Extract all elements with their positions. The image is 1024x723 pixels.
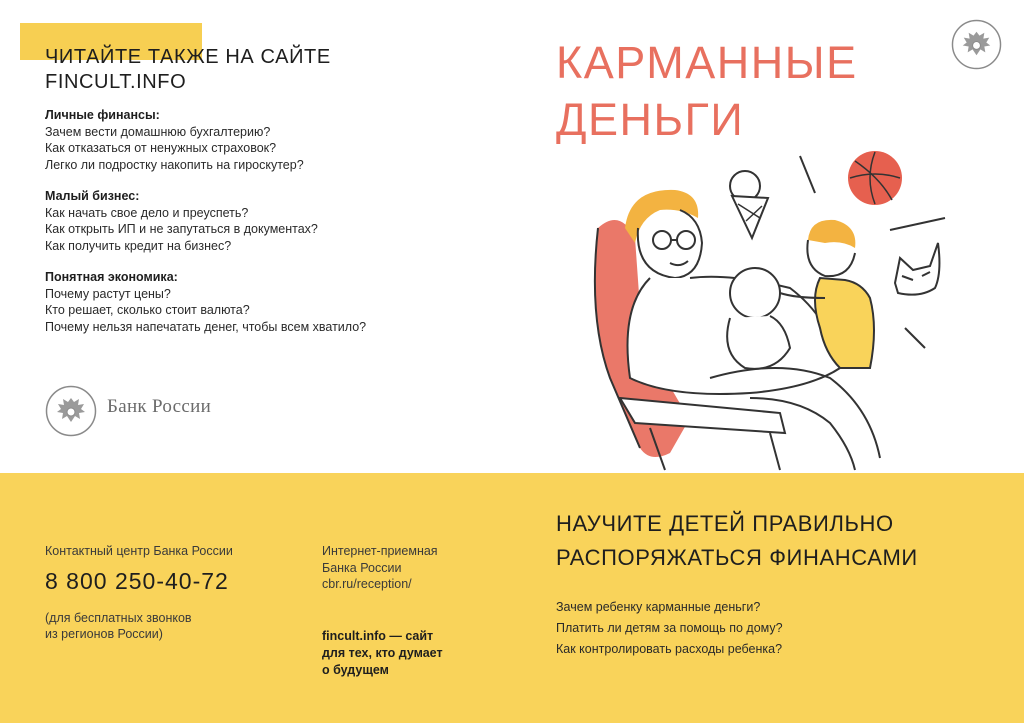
topic-item: Как отказаться от ненужных страховок? [45, 141, 277, 155]
topic-item: Зачем вести домашнюю бухгалтерию? [45, 124, 271, 139]
topic-item: Как получить кредит на бизнес? [45, 238, 232, 253]
reception-line2: Банка России [322, 560, 402, 575]
promo-heading-line2: РАСПОРЯЖАТЬСЯ ФИНАНСАМИ [556, 545, 918, 570]
topic-item: Кто решает, сколько стоит валюта? [45, 303, 250, 317]
father-and-children-illustration [580, 148, 960, 473]
promo-heading [556, 507, 918, 575]
promo-question: Платить ли детям за помощь по дому? [556, 621, 783, 635]
topic-item: Почему растут цены? [45, 286, 171, 301]
contact-center-label: Контактный центр Банка России [45, 544, 233, 558]
fincult-line3: о будущем [322, 663, 389, 677]
page-title [556, 34, 858, 148]
topic-small-business [45, 188, 445, 254]
read-also-site-link[interactable]: FINCULT.INFO [45, 71, 187, 93]
title-line1: КАРМАННЫЕ [556, 37, 858, 88]
internet-reception [322, 543, 438, 593]
read-also-line1: ЧИТАЙТЕ ТАКЖЕ НА САЙТЕ [45, 46, 331, 68]
phone-number[interactable]: 8 800 250-40-72 [45, 568, 229, 594]
promo-question: Как контролировать расходы ребенка? [556, 642, 783, 656]
topic-item: Как начать свое дело и преуспеть? [45, 205, 249, 220]
phone-note-line2: из регионов России) [45, 627, 163, 641]
topic-item: Почему нельзя напечатать денег, чтобы всем хватило? [45, 319, 367, 334]
fincult-line2: для тех, кто думает [322, 646, 443, 660]
promo-heading-line1: НАУЧИТЕ ДЕТЕЙ ПРАВИЛЬНО [556, 511, 894, 536]
double-headed-eagle-emblem-icon [45, 385, 97, 437]
fincult-link[interactable]: fincult.info — сайт [322, 629, 434, 643]
topic-personal-finance [45, 107, 445, 173]
phone-note-line1: (для бесплатных звонков [45, 611, 192, 625]
double-headed-eagle-emblem-icon [951, 19, 1002, 70]
phone-note [45, 610, 192, 642]
reception-link[interactable]: cbr.ru/reception/ [322, 577, 412, 591]
promo-questions [556, 597, 783, 660]
topic-item: Легко ли подростку накопить на гироскутер? [45, 157, 304, 172]
topic-heading: Личные финансы: [45, 108, 160, 122]
read-also-heading [45, 45, 331, 95]
promo-question: Зачем ребенку карманные деньги? [556, 600, 761, 614]
title-line2: ДЕНЬГИ [556, 94, 745, 145]
reception-line1: Интернет-приемная [322, 544, 438, 558]
topic-item: Как открыть ИП и не запутаться в документах? [45, 222, 318, 236]
topic-heading: Понятная экономика: [45, 270, 178, 284]
topic-heading: Малый бизнес: [45, 189, 140, 203]
bank-name: Банк России [107, 396, 212, 417]
topic-economics [45, 269, 445, 335]
fincult-note [322, 628, 443, 679]
